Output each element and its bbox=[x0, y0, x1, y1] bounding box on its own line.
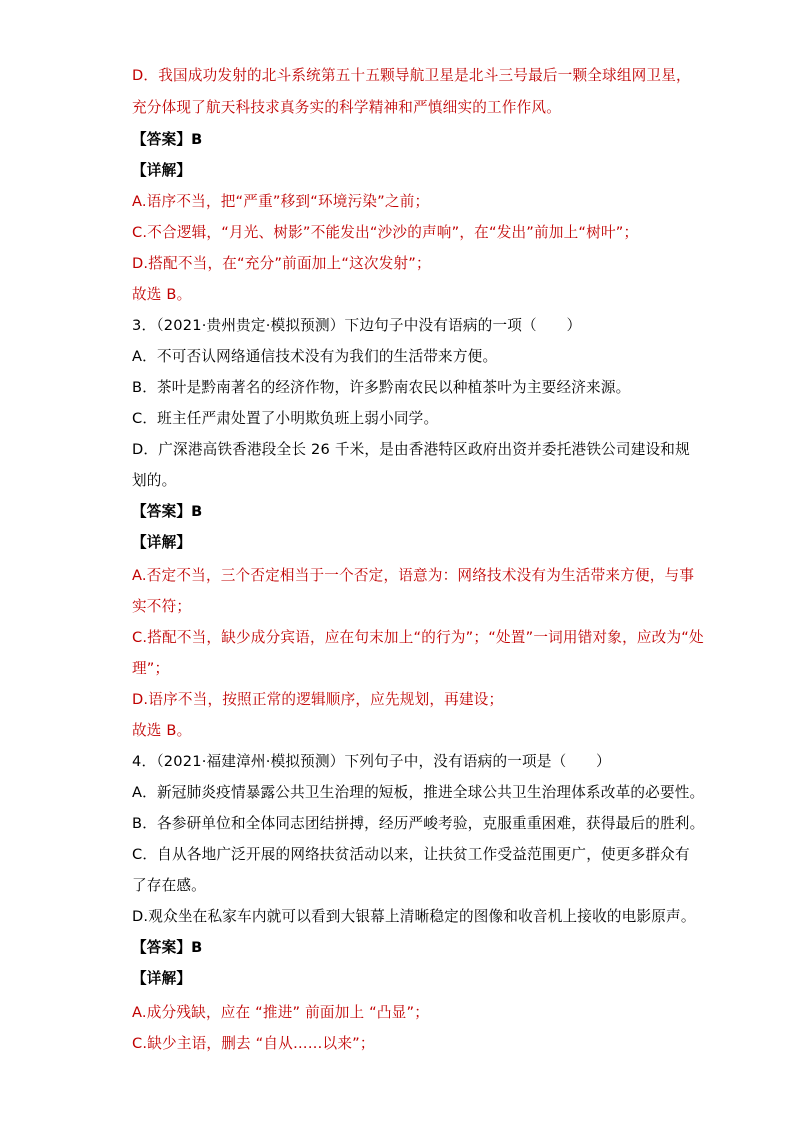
text-line: A.否定不当，三个否定相当于一个否定，语意为：网络技术没有为生活带来方便，与事 bbox=[132, 567, 695, 584]
question-title: 3．（2021·贵州贵定·模拟预测）下边句子中没有语病的一项（ ） bbox=[132, 317, 582, 334]
text-line: D.搭配不当，在“充分”前面加上“这次发射”； bbox=[132, 255, 431, 272]
text-line: C.不合逻辑，“月光、树影”不能发出“沙沙的声响”，在“发出”前加上“树叶”； bbox=[132, 224, 639, 241]
text-line: 充分体现了航天科技求真务实的科学精神和严慎细实的工作作风。 bbox=[132, 99, 562, 116]
option-b: B．各参研单位和全体同志团结拼搏，经历严峻考验，克服重重困难，获得最后的胜利。 bbox=[132, 815, 705, 832]
answer-label: 【答案】B bbox=[132, 939, 203, 956]
text-line: D.语序不当，按照正常的逻辑顺序，应先规划，再建设； bbox=[132, 691, 504, 708]
text-line: 实不符； bbox=[132, 598, 192, 615]
option-a: A．新冠肺炎疫情暴露公共卫生治理的短板，推进全球公共卫生治理体系改革的必要性。 bbox=[132, 784, 705, 801]
option-c: C．自从各地广泛开展的网络扶贫活动以来，让扶贫工作受益范围更广，使更多群众有 bbox=[132, 846, 690, 863]
answer-label: 【答案】B bbox=[132, 503, 203, 520]
answer-label: 【答案】B bbox=[132, 131, 203, 148]
text-line: 故选 B。 bbox=[132, 286, 192, 303]
text-line: C.搭配不当，缺少成分宾语，应在句末加上“的行为”；“处置”一词用错对象，应改为“处 bbox=[132, 629, 704, 646]
text-line: 划的。 bbox=[132, 472, 177, 489]
text-line: D．我国成功发射的北斗系统第五十五颗导航卫星是北斗三号最后一颗全球组网卫星， bbox=[132, 67, 691, 84]
option-d: D.观众坐在私家车内就可以看到大银幕上清晰稳定的图像和收音机上接收的电影原声。 bbox=[132, 908, 696, 925]
question-title: 4．（2021·福建漳州·模拟预测）下列句子中，没有语病的一项是（ ） bbox=[132, 753, 611, 770]
text-line: C.缺少主语，删去 “自从……以来”； bbox=[132, 1035, 375, 1052]
explanation-label: 【详解】 bbox=[132, 534, 192, 551]
option-d: D．广深港高铁香港段全长 26 千米，是由香港特区政府出资并委托港铁公司建设和规 bbox=[132, 441, 690, 458]
option-b: B．茶叶是黔南著名的经济作物，许多黔南农民以种植茶叶为主要经济来源。 bbox=[132, 379, 631, 396]
explanation-label: 【详解】 bbox=[132, 162, 192, 179]
text-line: 了存在感。 bbox=[132, 877, 206, 894]
explanation-label: 【详解】 bbox=[132, 970, 192, 987]
text-line: A.成分残缺，应在 “推进” 前面加上 “凸显”； bbox=[132, 1004, 430, 1021]
option-a: A．不可否认网络通信技术没有为我们的生活带来方便。 bbox=[132, 348, 498, 365]
text-line: 理”； bbox=[132, 660, 170, 677]
text-line: A.语序不当，把“严重”移到“环境污染”之前； bbox=[132, 193, 430, 210]
option-c: C．班主任严肃处置了小明欺负班上弱小同学。 bbox=[132, 410, 439, 427]
text-line: 故选 B。 bbox=[132, 722, 192, 739]
